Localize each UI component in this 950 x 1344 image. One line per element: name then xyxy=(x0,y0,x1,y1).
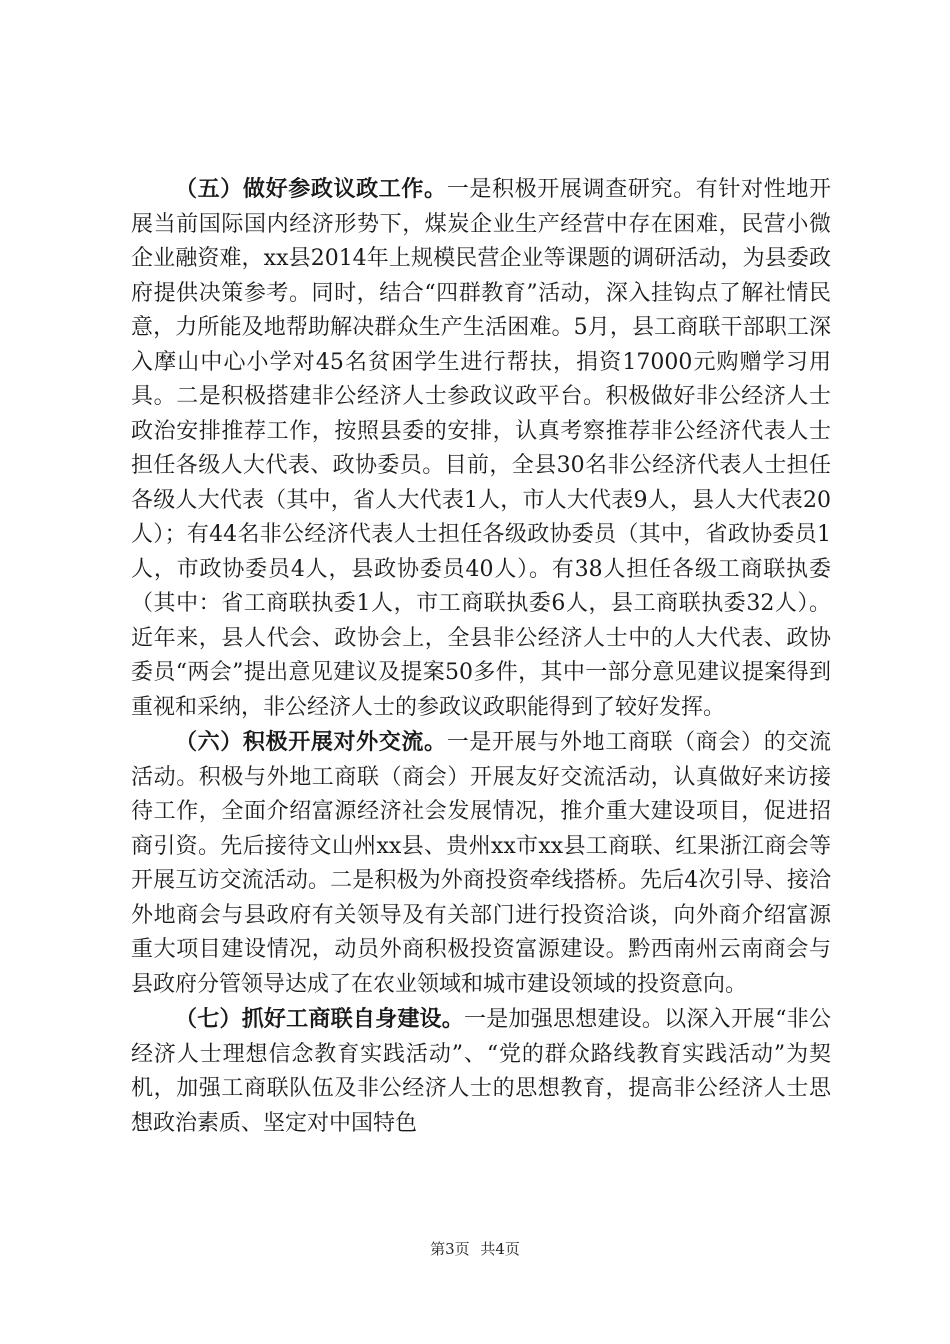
section-heading: （六）积极开展对外交流。 xyxy=(175,729,447,755)
page-total: 共4页 xyxy=(480,1240,520,1258)
paragraph-participation xyxy=(131,172,831,725)
paragraph-text: 一是加强思想建设。以深入开展“非公经济人士理想信念教育实践活动”、“党的群众路线教育实践活动”为契机，加强工商联队伍及非公经济人士的思想教育，提高非公经济人士思想政治素质、坚定对中国特色 xyxy=(131,1007,831,1136)
paragraph-text: 一是积极开展调查研究。有针对性地开展当前国际国内经济形势下，煤炭企业生产经营中存在困难，民营小微企业融资难，xx县2014年上规模民营企业等课题的调研活动，为县委政府提供决策参考。同时，结合“四群教育”活动，深入挂钩点了解社情民意，力所能及地帮助解决群众生产生活困难。5月，县工商联干部职工深入摩山中心小学对45名贫困学生进行帮扶，捐资17000元购赠学习用具。二是积极搭建非公经济人士参政议政平台。积极做好非公经济人士政治安排推荐工作，按照县委的安排，认真考察推荐非公经济代表人士担任各级人大代表、政协委员。目前，全县30名非公经济代表人士担任各级人大代表（其中，省人大代表1人，市人大代表9人，县人大代表20人）；有44名非公经济代表人士担任各级政协委员（其中，省政协委员1人，市政协委员4人，县政协委员40人）。有38人担任各级工商联执委（其中：省工商联执委1人，市工商联执委6人，县工商联执委32人）。近年来，县人代会、政协会上，全县非公经济人士中的人大代表、政协委员“两会”提出意见建议及提案50多件，其中一部分意见建议提案得到重视和采纳，非公经济人士的参政议政职能得到了较好发挥。 xyxy=(131,177,831,720)
paragraph-text: 一是开展与外地工商联（商会）的交流活动。积极与外地工商联（商会）开展友好交流活动，认真做好来访接待工作，全面介绍富源经济社会发展情况，推介重大建设项目，促进招商引资。先后接待文山州xx县、贵州xx市xx县工商联、红果浙江商会等开展互访交流活动。二是积极为外商投资牵线搭桥。先后4次引导、接洽外地商会与县政府有关领导及有关部门进行投资洽谈，向外商介绍富源重大项目建设情况，动员外商积极投资富源建设。黔西南州云南商会与县政府分管领导达成了在农业领域和城市建设领域的投资意向。 xyxy=(131,730,831,997)
section-heading: （七）抓好工商联自身建设。 xyxy=(175,1006,465,1032)
page-footer xyxy=(0,1238,950,1259)
paragraph-external-exchange xyxy=(131,725,831,1002)
document-body xyxy=(131,172,831,1141)
section-heading: （五）做好参政议政工作。 xyxy=(175,176,447,202)
page-number: 第3页 xyxy=(430,1240,470,1258)
paragraph-self-building xyxy=(131,1002,831,1141)
